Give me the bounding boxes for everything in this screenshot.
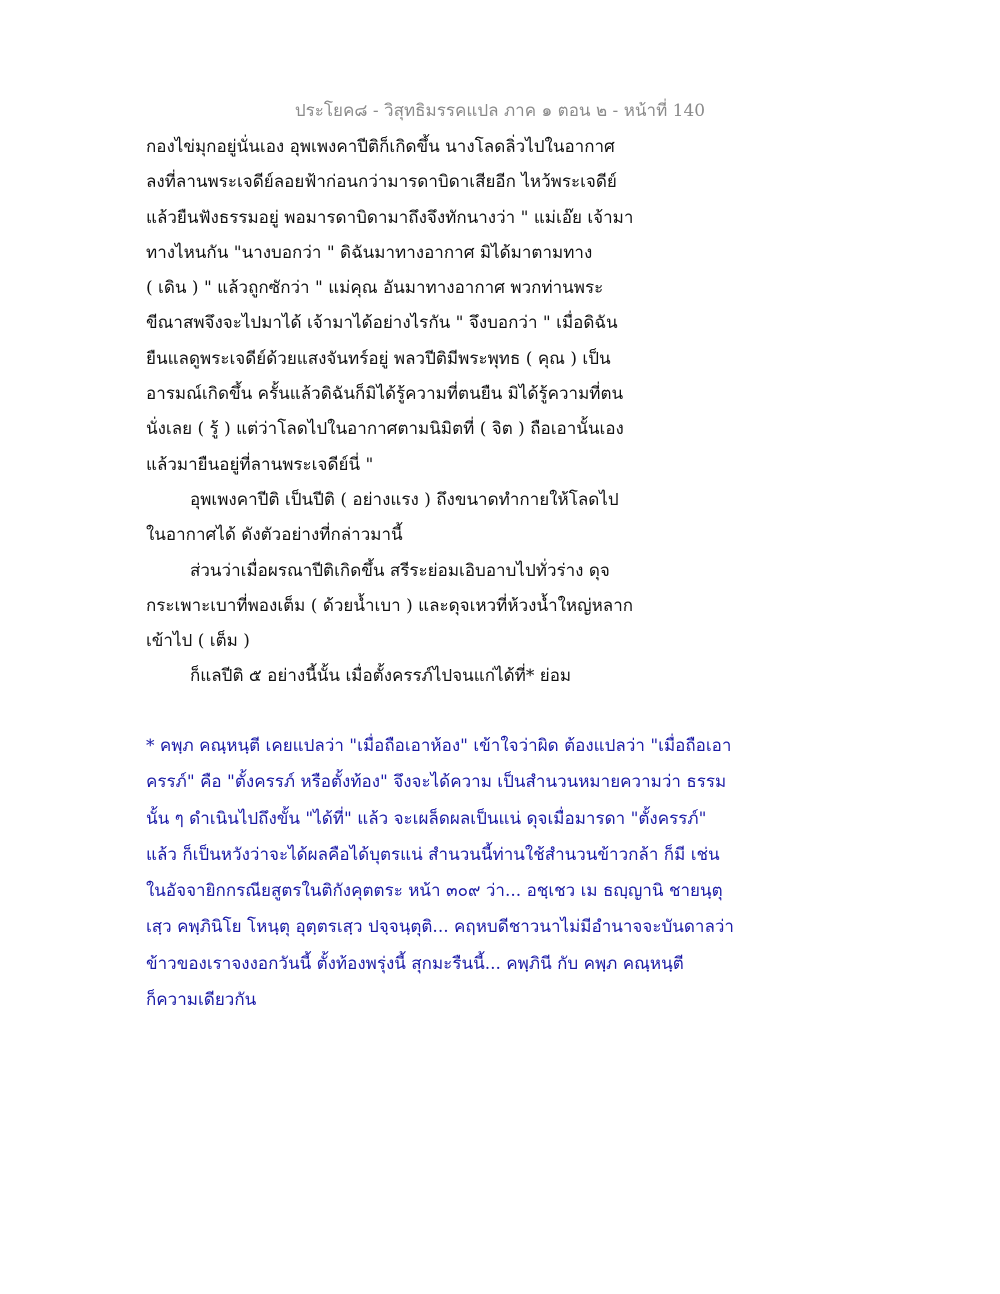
body-line: กระเพาะเบาที่พองเต็ม ( ด้วยน้ำเบา ) และดุจเหวที่ห้วงน้ำใหญ่หลาก <box>146 595 634 616</box>
body-line: ส่วนว่าเมื่อผรณาปีติเกิดขึ้น สรีระย่อมเอิบอาบไปทั่วร่าง ดุจ <box>190 560 610 581</box>
body-line: เข้าไป ( เต็ม ) <box>146 631 250 652</box>
footnote <box>146 728 866 1018</box>
body-line: แล้วมายืนอยู่ที่ลานพระเจดีย์นี่ " <box>146 454 374 475</box>
footnote-line: ข้าวของเราจงงอกวันนี้ ตั้งท้องพรุ่งนี้ สุกมะรืนนี้... คพฺภินี กับ คพฺภ คณฺหนฺตี <box>146 953 684 974</box>
running-header: ประโยค๘ - วิสุทธิมรรคแปล ภาค ๑ ตอน ๒ - หน้าที่ 140 <box>294 101 706 121</box>
body-line: ( เดิน ) " แล้วถูกซักว่า " แม่คุณ อันมาทางอากาศ พวกท่านพระ <box>146 278 604 299</box>
body-line: ในอากาศได้ ดังตัวอย่างที่กล่าวมานี้ <box>146 525 403 546</box>
body-line: ก็แลปีติ ๕ อย่างนี้นั้น เมื่อตั้งครรภ์ไปจนแก่ได้ที่* ย่อม <box>190 666 572 687</box>
body-line: แล้วยืนฟังธรรมอยู่ พอมารดาบิดามาถึงจึงทักนางว่า " แม่เอ๊ย เจ้ามา <box>146 207 634 228</box>
footnote-line: นั้น ๆ ดำเนินไปถึงขั้น "ได้ที่" แล้ว จะเผล็ดผลเป็นแน่ ดุจเมื่อมารดา "ตั้งครรภ์" <box>146 808 707 829</box>
footnote-line: แล้ว ก็เป็นหวังว่าจะได้ผลคือได้บุตรแน่ สำนวนนี้ท่านใช้สำนวนข้าวกล้า ก็มี เช่น <box>146 844 720 865</box>
body-text <box>146 130 866 695</box>
footnote-line: ครรภ์" คือ "ตั้งครรภ์ หรือตั้งท้อง" จึงจะได้ความ เป็นสำนวนหมายความว่า ธรรม <box>146 772 727 793</box>
body-line: ลงที่ลานพระเจดีย์ลอยฟ้าก่อนกว่ามารดาบิดาเสียอีก ไหว้พระเจดีย์ <box>146 172 617 193</box>
body-line: ขีณาสพจึงจะไปมาได้ เจ้ามาได้อย่างไรกัน " จึงบอกว่า " เมื่อดิฉัน <box>146 313 618 334</box>
footnote-line: ในอัจจายิกกรณียสูตรในติกังคุตตระ หน้า ๓๐๙ ว่า... อชฺเชว เม ธญฺญานิ ชายนฺตุ <box>146 881 723 902</box>
body-line: กองไข่มุกอยู่นั่นเอง อุพเพงคาปีติก็เกิดขึ้น นางโลดลิ่วไปในอากาศ <box>146 137 615 157</box>
body-line: อุพเพงคาปีติ เป็นปีติ ( อย่างแรง ) ถึงขนาดทำกายให้โลดไป <box>190 489 619 510</box>
body-line: อารมณ์เกิดขึ้น ครั้นแล้วดิฉันก็มิได้รู้ความที่ตนยืน มิได้รู้ความที่ตน <box>146 384 624 405</box>
footnote-line: * คพฺภ คณฺหนฺตี เคยแปลว่า "เมื่อถือเอาห้อง" เข้าใจว่าผิด ต้องแปลว่า "เมื่อถือเอา <box>146 736 732 756</box>
body-line: ยืนแลดูพระเจดีย์ด้วยแสงจันทร์อยู่ พลวปีติมีพระพุทธ ( คุณ ) เป็น <box>146 348 611 369</box>
footnote-line: เสฺว คพฺภินิโย โหนฺตุ อุตฺตรเสฺว ปจฺจนฺตุติ... คฤหบดีชาวนาไม่มีอำนาจจะบันดาลว่า <box>146 917 734 938</box>
body-line: นั่งเลย ( รู้ ) แต่ว่าโลดไปในอากาศตามนิมิตที่ ( จิต ) ถือเอานั้นเอง <box>146 419 624 440</box>
footnote-line: ก็ความเดียวกัน <box>146 990 257 1011</box>
body-line: ทางไหนกัน "นางบอกว่า " ดิฉันมาทางอากาศ มิได้มาตามทาง <box>146 242 593 263</box>
